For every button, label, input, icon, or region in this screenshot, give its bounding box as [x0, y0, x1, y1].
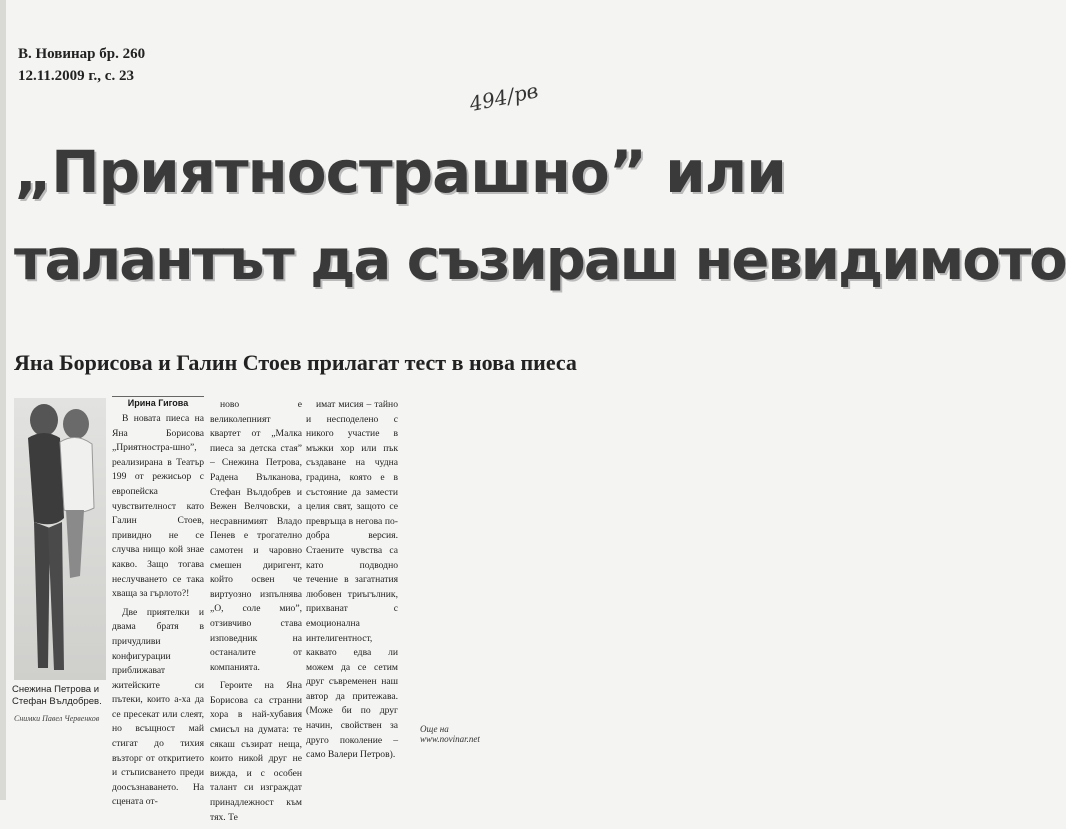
- caption-line-2: Стефан Вълдобрев.: [12, 696, 102, 707]
- subheadline: Яна Борисова и Галин Стоев прилагат тест в нова пиеса: [14, 350, 577, 375]
- source-date-page: 12.11.2009 г., с. 23: [18, 68, 134, 84]
- article-column-1: [112, 412, 204, 814]
- handwritten-note: 494/рв: [467, 78, 541, 117]
- article-paragraph: имат мисия – тайно и несподелено с никого участие в мъжки хор или пък създаване на чудна градина, която е в състояние да замести целия свят, защото се превръща в негова по-добра версия. Стаените чувства са като подводно течение в загатнатия любовен триъгълник, прихванат с емоционална интелигентност, каквато едва ли можем да се сетим друг съвременен наш автор да притежава. (Може би по друг начин, свойствен за друго поколение – само Валери Петров).: [306, 399, 398, 761]
- two-actors-photo-icon: [14, 398, 106, 680]
- source-publication: В. Новинар бр. 260: [18, 46, 146, 62]
- article-paragraph: Героите на Яна Борисова са странни хора в най-хубавия смисъл на думата: те сякаш съзират неща, които никой друг не вижда, и с особен талант си изграждат принадлежност към тях. Те: [210, 680, 302, 823]
- headline-line-1: „Приятнострашно” или: [14, 138, 786, 206]
- article-column-3: [306, 398, 398, 767]
- photo-credit: Снимки Павел Червенков: [14, 714, 100, 723]
- caption-line-1: Снежина Петрова и: [12, 684, 99, 695]
- article-column-2: [210, 398, 302, 829]
- byline: Ирина Гигова: [112, 396, 204, 408]
- headline-line-2: талантът да съзираш невидимото: [14, 228, 1066, 293]
- web-note: Още на www.novinar.net: [420, 724, 480, 744]
- scan-edge: [0, 0, 6, 800]
- article-paragraph: ново е великолепният квартет от „Малка пиеса за детска стая” – Снежина Петрова, Радена Вълканова, Стефан Вълдобрев и Вежен Велчовски, а несравнимият Владо Пенев е трогателно самотен и чаровно смешен диригент, който освен че виртуозно изпълнява „О, соле мио”, отзивчиво става изповедник на останалите от компанията.: [210, 399, 302, 673]
- article-paragraph: Две приятелки и двама братя в причудливи конфигурации приближават житейските си пътеки, които а-ха да се пресекат или слеят, но всъщност май стигат до тихия възторг от откритието и стъписването преди доосъзнаването. На сцената от-: [112, 606, 204, 808]
- article-photo: [14, 398, 106, 680]
- photo-caption: [12, 684, 112, 708]
- article-paragraph: В новата пиеса на Яна Борисова „Приятностра-шно”, реализирана в Театър 199 от режисьор с европейска чувствителност като Галин Стоев, привидно не се случва нищо кой знае какво. Защо тогава неслучването се така хваща за гърлото?!: [112, 413, 204, 600]
